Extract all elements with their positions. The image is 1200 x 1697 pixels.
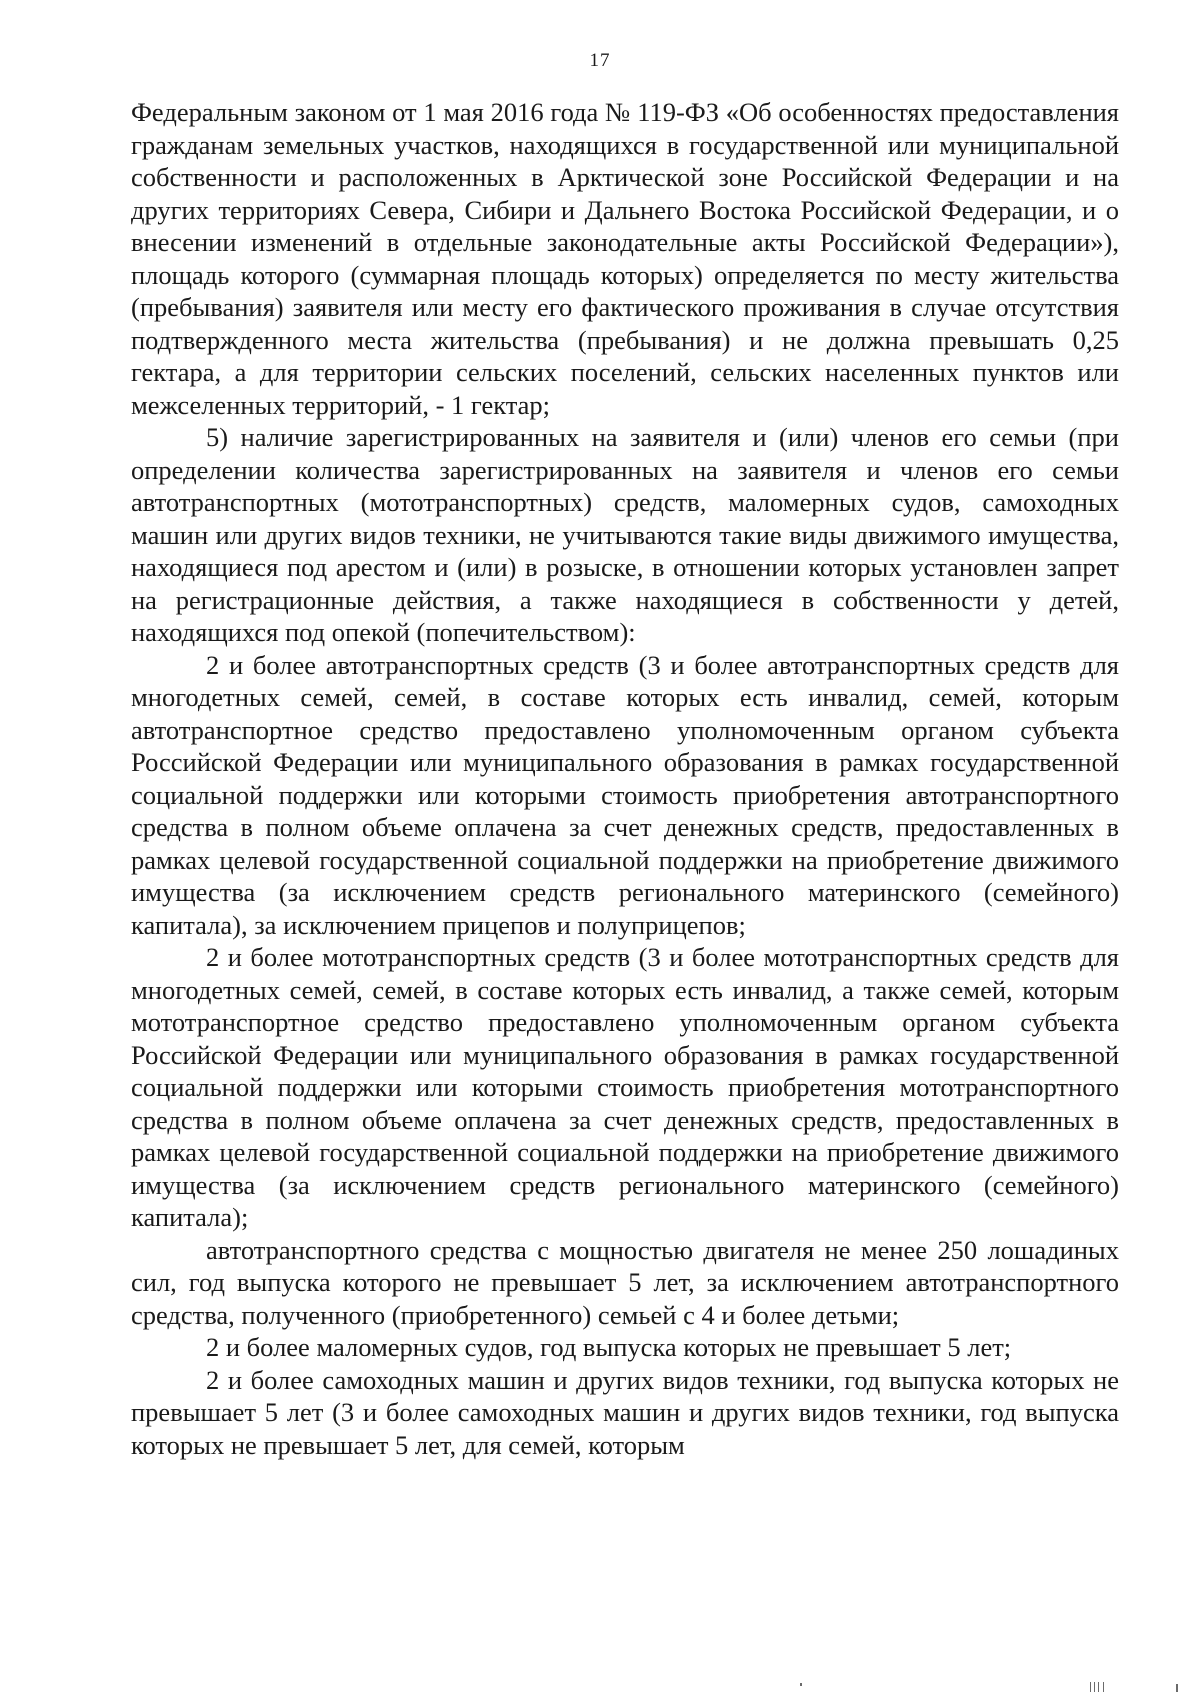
scan-artifact-dot bbox=[1176, 1684, 1178, 1692]
document-body bbox=[131, 96, 1119, 1461]
paragraph-1-continuation: Федеральным законом от 1 мая 2016 года № 119-ФЗ «Об особенностях предоставления гражданам земельных участков, находящихся в государственной или муниципальной собственности и расположенных в Арктической зоне Российской Федерации и на других территориях Севера, Сибири и Дальнего Востока Российской Федерации, и о внесении изменений в отдельные законодательные акты Российской Федерации»), площадь которого (суммарная площадь которых) определяется по месту жительства (пребывания) заявителя или месту его фактического проживания в случае отсутствия подтвержденного места жительства (пребывания) и не должна превышать 0,25 гектара, а для территории сельских поселений, сельских населенных пунктов или межселенных территорий, - 1 гектар; bbox=[131, 97, 1119, 420]
paragraph-auto-vehicles: 2 и более автотранспортных средств (3 и более автотранспортных средств для многодетных семей, семей, в составе которых есть инвалид, семей, которым автотранспортное средство предоставлено уполномоченным органом субъекта Российской Федерации или муниципального образования в рамках государственной социальной поддержки или которыми стоимость приобретения автотранспортного средства в полном объеме оплачена за счет денежных средств, предоставленных в рамках целевой государственной социальной поддержки на приобретение движимого имущества (за исключением средств регионального материнского (семейного) капитала), за исключением прицепов и полуприцепов; bbox=[131, 649, 1119, 940]
scan-artifact-bars bbox=[1094, 1682, 1095, 1692]
scan-artifact-dot bbox=[800, 1683, 802, 1686]
paragraph-engine-power: автотранспортного средства с мощностью двигателя не менее 250 лошадиных сил, год выпуска которого не превышает 5 лет, за исключением автотранспортного средства, полученного (приобретенного) семьей с 4 и более детьми; bbox=[131, 1234, 1119, 1330]
scan-artifact-bars bbox=[1098, 1682, 1099, 1692]
paragraph-small-vessels: 2 и более маломерных судов, год выпуска которых не превышает 5 лет; bbox=[206, 1332, 1012, 1362]
scan-artifact-bars bbox=[1103, 1682, 1104, 1692]
page-number: 17 bbox=[589, 50, 611, 71]
scan-artifact-bars bbox=[1090, 1682, 1091, 1692]
paragraph-moto-vehicles: 2 и более мототранспортных средств (3 и более мототранспортных средств для многодетных семей, семей, в составе которых есть инвалид, а также семей, которым мототранспортное средство предоставлено уполномоченным органом субъекта Российской Федерации или муниципального образования в рамках государственной социальной поддержки или которыми стоимость приобретения мототранспортного средства в полном объеме оплачена за счет денежных средств, предоставленных в рамках целевой государственной социальной поддержки на приобретение движимого имущества (за исключением средств регионального материнского (семейного) капитала); bbox=[131, 942, 1119, 1232]
paragraph-self-propelled-machines: 2 и более самоходных машин и других видов техники, год выпуска которых не превышает 5 лет (3 и более самоходных машин и других видов техники, год выпуска которых не превышает 5 лет, для семей, которым bbox=[131, 1364, 1119, 1460]
paragraph-item-5: 5) наличие зарегистрированных на заявителя и (или) членов его семьи (при определении количества зарегистрированных на заявителя и членов его семьи автотранспортных (мототранспортных) средств, маломерных судов, самоходных машин или других видов техники, не учитываются такие виды движимого имущества, находящиеся под арестом и (или) в розыске, в отношении которых установлен запрет на регистрационные действия, а также находящиеся в собственности у детей, находящихся под опекой (попечительством): bbox=[131, 422, 1119, 647]
